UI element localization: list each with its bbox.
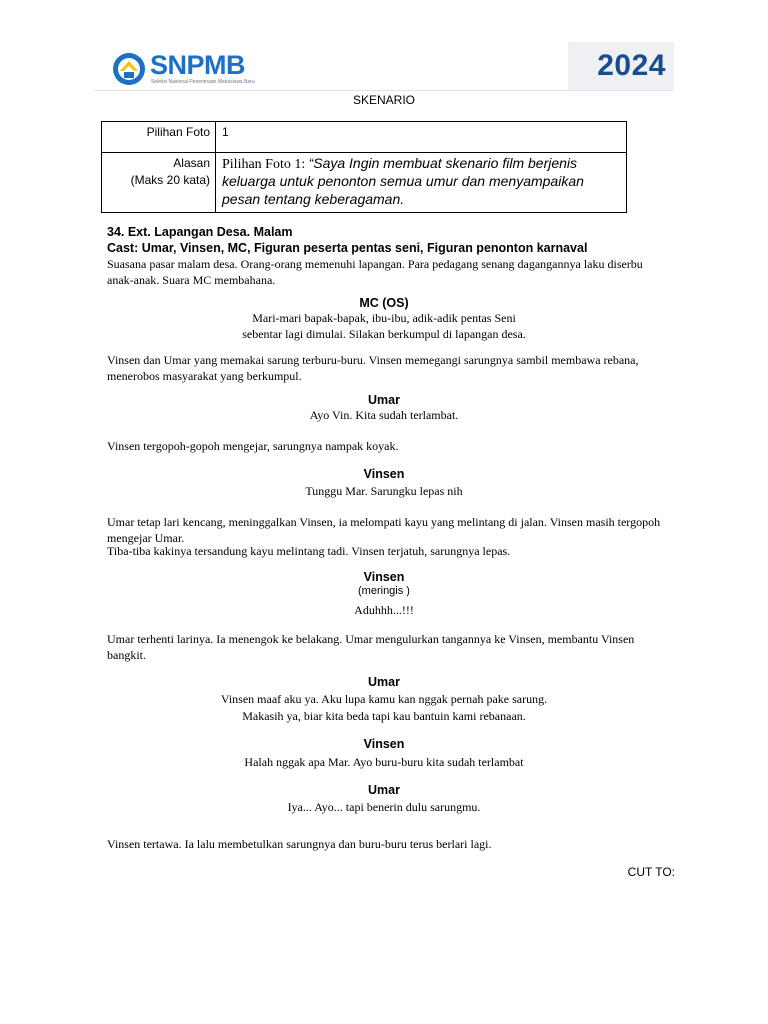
parenthetical: (meringis ) (358, 585, 410, 597)
scene-cast: Cast: Umar, Vinsen, MC, Figuran peserta pentas seni, Figuran penonton karnaval (107, 241, 588, 255)
reason-prefix: Pilihan Foto 1: (222, 157, 306, 172)
dialogue-line: Aduhhh...!!! (354, 603, 414, 617)
character-name: Vinsen (363, 737, 405, 751)
dialogue-line: Iya... Ayo... tapi benerin dulu sarungmu. (287, 800, 481, 814)
dialogue-line: Mari-mari bapak-bapak, ibu-ibu, adik-adik pentas Seni (252, 311, 516, 325)
page-header (94, 42, 674, 92)
character-name: Umar (368, 675, 400, 689)
logo-text: SNPMB (150, 50, 246, 80)
action-line: Umar terhenti larinya. Ia menengok ke belakang. Umar mengulurkan tangannya ke Vinsen, membantu Vinsen bangkit. (107, 632, 635, 662)
dialogue-line: Halah nggak apa Mar. Ayo buru-buru kita sudah terlambat (244, 755, 524, 769)
logo-emblem-icon (112, 52, 146, 86)
logo-subtext: Seleksi Nasional Penerimaan Mahasiswa Baru (151, 79, 255, 85)
action-line: Vinsen tergopoh-gopoh mengejar, sarungnya nampak koyak. (107, 439, 399, 453)
dialogue-line: sebentar lagi dimulai. Silakan berkumpul di lapangan desa. (242, 327, 526, 341)
scene-header (107, 224, 667, 256)
reason-label-line-1: Alasan (173, 156, 210, 170)
scene-heading: 34. Ext. Lapangan Desa. Malam (107, 225, 293, 239)
dialogue-line: Tunggu Mar. Sarungku lepas nih (305, 484, 463, 498)
table-row (102, 153, 627, 213)
scene-transition: CUT TO: (627, 865, 675, 879)
header-divider (94, 90, 674, 91)
action-line: Suasana pasar malam desa. Orang-orang memenuhi lapangan. Para pedagang senang dagangannya laku diserbu anak-anak. Suara MC membahana. (107, 257, 643, 287)
reason-label (102, 153, 216, 213)
character-name: Umar (368, 393, 400, 407)
action-line: Vinsen tertawa. Ia lalu membetulkan sarungnya dan buru-buru terus berlari lagi. (107, 837, 492, 851)
year-banner (568, 42, 674, 90)
info-table (101, 121, 627, 213)
reason-text: “Saya Ingin membuat skenario film berjenis keluarga untuk penonton semua umur dan menyampaikan pesan tentang keberagaman. (222, 155, 584, 207)
action-line: Vinsen dan Umar yang memakai sarung terburu-buru. Vinsen memegangi sarungnya sambil membawa rebana, menerobos masyarakat yang berkumpul. (107, 353, 639, 383)
photo-choice-value: 1 (216, 122, 627, 153)
character-name: Umar (368, 783, 400, 797)
action-line: Tiba-tiba kakinya tersandung kayu melintang tadi. Vinsen terjatuh, sarungnya lepas. (107, 544, 511, 558)
character-name: Vinsen (363, 467, 405, 481)
action-line: Umar tetap lari kencang, meninggalkan Vinsen, ia melompati kayu yang melintang di jalan. Vinsen masih tergopoh mengejar Umar. (107, 515, 661, 545)
snpmb-logo (112, 52, 262, 86)
character-name: MC (OS) (359, 296, 409, 310)
dialogue-line: Ayo Vin. Kita sudah terlambat. (309, 408, 459, 422)
dialogue-line: Makasih ya, biar kita beda tapi kau bantuin kami rebanaan. (242, 709, 526, 723)
dialogue-line: Vinsen maaf aku ya. Aku lupa kamu kan nggak pernah pake sarung. (220, 692, 548, 706)
photo-choice-label: Pilihan Foto (102, 122, 216, 153)
document-title: SKENARIO (352, 93, 415, 107)
reason-label-line-2: (Maks 20 kata) (130, 173, 210, 187)
table-row (102, 122, 627, 153)
reason-value (216, 153, 627, 213)
character-name: Vinsen (363, 570, 405, 584)
year-label: 2024 (597, 49, 666, 82)
